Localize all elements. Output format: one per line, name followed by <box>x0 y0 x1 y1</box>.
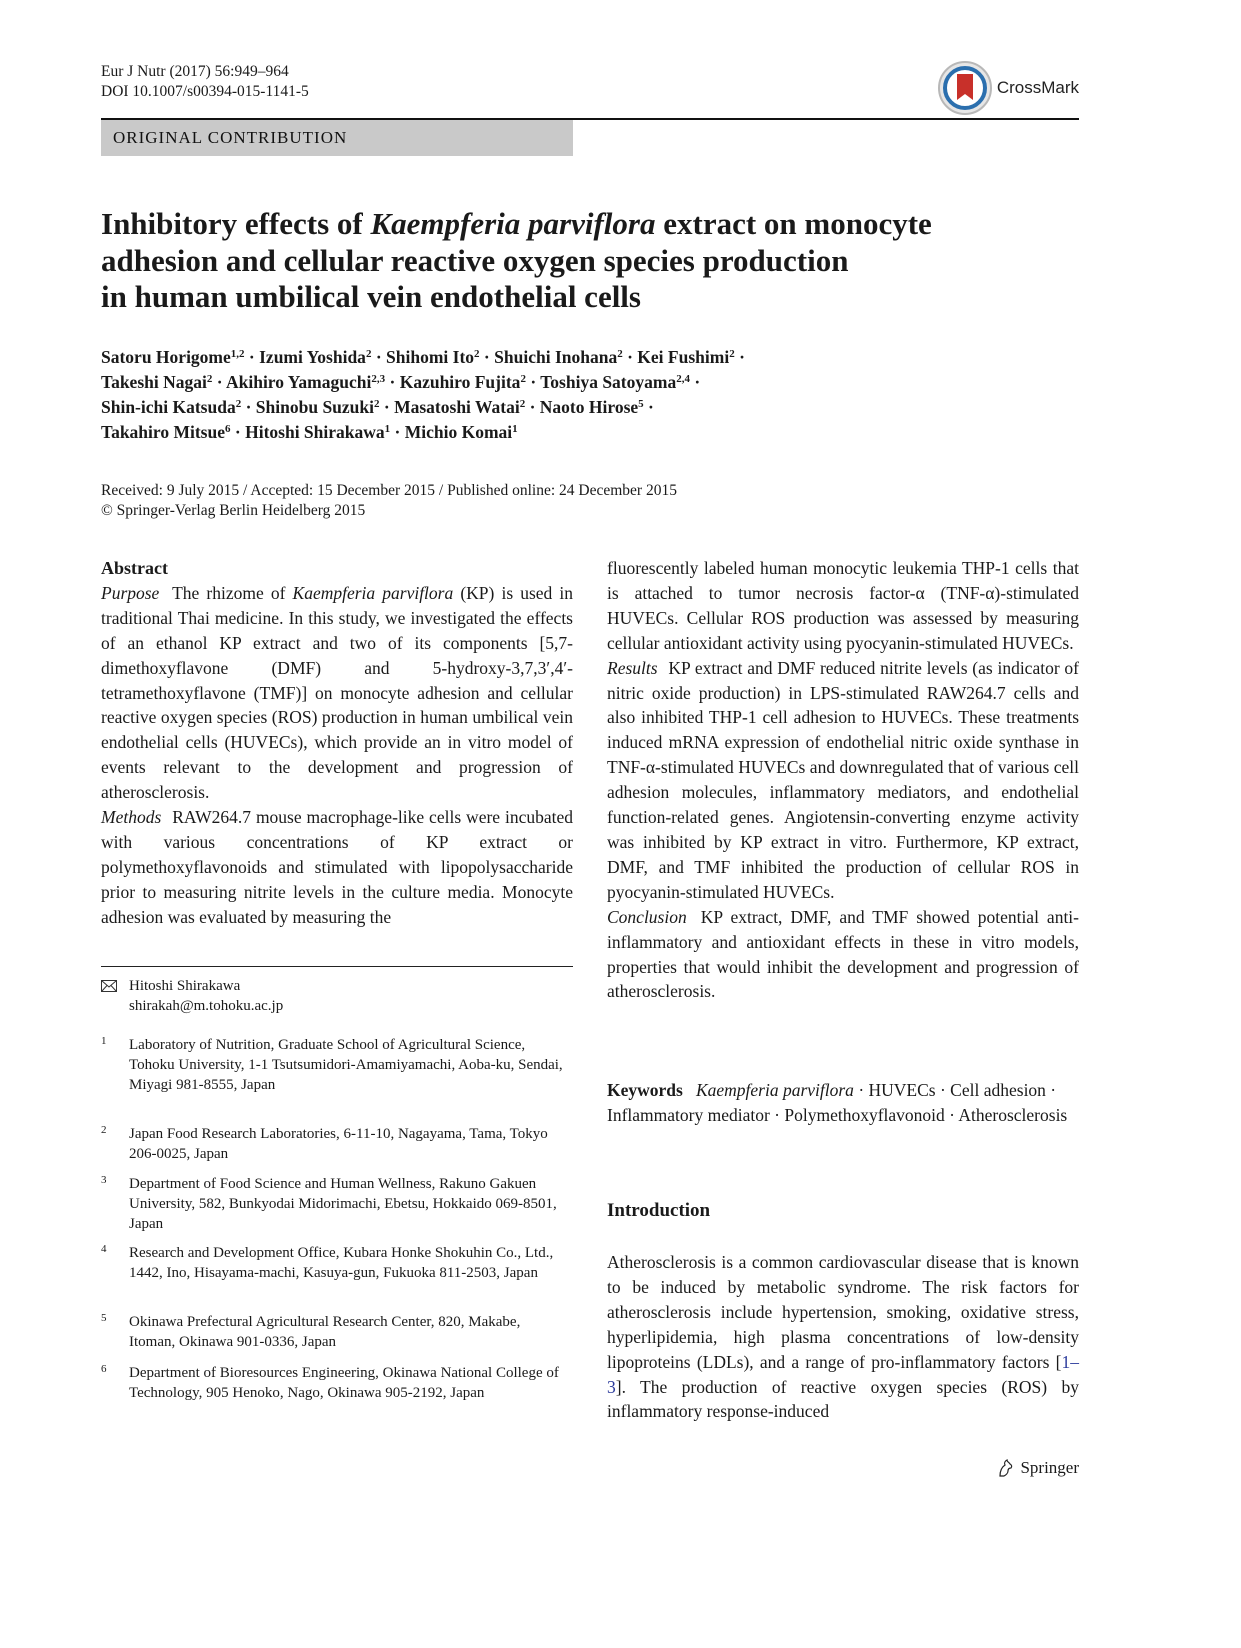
author[interactable]: Masatoshi Watai$^2$ <box>394 397 526 417</box>
article-title: Inhibitory effects of Kaempferia parviflora extract on monocyte adhesion and cellular reactive oxygen species production in human umbilical vein endothelial cells <box>101 206 932 314</box>
author[interactable]: Takeshi Nagai$^2$ <box>101 372 213 392</box>
author[interactable]: Shuichi Inohana$^2$ <box>494 347 623 367</box>
journal-meta <box>101 62 309 102</box>
author[interactable]: Shin-ichi Katsuda$^2$ <box>101 397 242 417</box>
keywords-label: Keywords <box>607 1080 683 1100</box>
crossmark-icon <box>937 60 993 116</box>
envelope-icon <box>101 980 117 992</box>
abstract-purpose: Purpose The rhizome of Kaempferia parviflora (KP) is used in traditional Thai medicine. In this study, we investigated the effects of an ethanol KP extract and two of its components [5,7-dimethoxyflavone (DMF) and 5-hydroxy-3,7,3′,4′-tetramethoxyflavone (TMF)] on monocyte adhesion and cellular reactive oxygen species (ROS) production in human umbilical vein endothelial cells (HUVECs), which provide an in vitro model of events relevant to the development and progression of atherosclerosis. <box>101 582 574 803</box>
correspondence-name: Hitoshi Shirakawa <box>129 978 241 994</box>
doi[interactable]: DOI 10.1007/s00394-015-1141-5 <box>101 83 309 100</box>
crossmark-badge[interactable] <box>937 60 1079 116</box>
section-label: ORIGINAL CONTRIBUTION <box>113 128 348 147</box>
introduction-text: Atherosclerosis is a common cardiovascular disease that is known to be induced by metabolic syndrome. The risk factors for atherosclerosis include hypertension, smoking, oxidative stress, hyperlipidemia, high plasma concentrations of low-density lipoproteins (LDLs), and a range of pro-inflammatory factors [1–3]. The production of reactive oxygen species (ROS) by inflammatory response-induced <box>607 1252 1079 1422</box>
copyright: © Springer-Verlag Berlin Heidelberg 2015 <box>101 502 366 519</box>
springer-horse-icon <box>996 1458 1016 1478</box>
abstract-right <box>607 556 1079 1004</box>
author[interactable]: Satoru Horigome$^{1,2}$ <box>101 347 245 367</box>
publication-dates: Received: 9 July 2015 / Accepted: 15 December 2015 / Published online: 24 December 2015 © Springer-Verlag Berlin Heidelberg 2015 <box>101 482 677 519</box>
abstract-methods-cont: fluorescently labeled human monocytic leukemia THP-1 cells that is attached to tumor necrosis factor-α (TNF-α)-stimulated HUVECs. Cellular ROS production was assessed by measuring cellular antioxidant activity using pyocyanin-stimulated HUVECs. <box>607 558 1079 653</box>
abstract-methods: Methods RAW264.7 mouse macrophage-like cells were incubated with various concentrations of KP extract or polymethoxyflavonoids and stimulated with lipopolysaccharide prior to measuring nitrite levels in the culture media. Monocyte adhesion was evaluated by measuring the <box>101 807 574 927</box>
author[interactable]: Shinobu Suzuki$^2$ <box>255 397 380 417</box>
author-list: Satoru Horigome$^{1,2}$ · Izumi Yoshida$^2$ · Shihomi Ito$^2$ · Shuichi Inohana$^2$ · Kei Fushimi$^2$ · Takeshi Nagai$^2$ · Akihiro Yamaguchi$^{2,3}$ · Kazuhiro Fujita$^2$ · Toshiya Satoyama$^{2,4}$ · Shin-ichi Katsuda$^2$ · Shinobu Suzuki$^2$ · Masatoshi Watai$^2$ · Naoto Hirose$^5$ · Takahiro Mitsue$^6$ · Hitoshi Shirakawa$^1$ · Michio Komai$^1$ <box>101 347 745 442</box>
abstract-left <box>101 556 573 930</box>
publisher-logo <box>996 1458 1079 1478</box>
author[interactable]: Akihiro Yamaguchi$^{2,3}$ <box>225 372 386 392</box>
abstract-results: Results KP extract and DMF reduced nitrite levels (as indicator of nitric oxide production) in LPS-stimulated RAW264.7 cells and also inhibited THP-1 cell adhesion to HUVECs. These treatments induced mRNA expression of endothelial nitric oxide synthase in TNF-α-stimulated HUVECs and downregulated that of various cell adhesion molecules, inflammatory mediators, and endothelial function-related genes. Angiotensin-converting enzyme activity was inhibited by KP extract in vitro. Furthermore, KP extract, DMF, and TMF inhibited the production of cellular ROS in pyocyanin-stimulated HUVECs. <box>607 657 1080 902</box>
author[interactable]: Kazuhiro Fujita$^2$ <box>399 372 526 392</box>
citation-link[interactable]: 1–3 <box>607 1351 1079 1397</box>
correspondence-email[interactable]: shirakah@m.tohoku.ac.jp <box>129 998 284 1014</box>
author[interactable]: Naoto Hirose$^5$ <box>539 397 644 417</box>
journal-citation: Eur J Nutr (2017) 56:949–964 <box>101 63 289 80</box>
author[interactable]: Shihomi Ito$^2$ <box>386 347 480 367</box>
author[interactable]: Kei Fushimi$^2$ <box>637 347 735 367</box>
abstract-conclusion: Conclusion KP extract, DMF, and TMF showed potential anti-inflammatory and antioxidant effects in these in vitro models, properties that would inhibit the development and progression of atherosclerosis. <box>607 906 1079 1002</box>
author[interactable]: Izumi Yoshida$^2$ <box>259 347 372 367</box>
author[interactable]: Takahiro Mitsue$^6$ <box>101 422 231 442</box>
keywords: Keywords Kaempferia parviflora · HUVECs · Cell adhesion · Inflammatory mediator · Polymethoxyflavonoid · Atherosclerosis <box>607 1080 1068 1125</box>
author[interactable]: Hitoshi Shirakawa$^1$ <box>245 422 391 442</box>
publisher-name: Springer <box>1020 1458 1079 1477</box>
author[interactable]: Michio Komai$^1$ <box>404 422 518 442</box>
section-tag <box>101 120 573 156</box>
author[interactable]: Toshiya Satoyama$^{2,4}$ <box>540 372 690 392</box>
introduction-heading: Introduction <box>607 1200 711 1221</box>
abstract-heading: Abstract <box>101 558 168 578</box>
crossmark-label: CrossMark <box>996 78 1079 97</box>
footnote-rule <box>101 966 573 967</box>
